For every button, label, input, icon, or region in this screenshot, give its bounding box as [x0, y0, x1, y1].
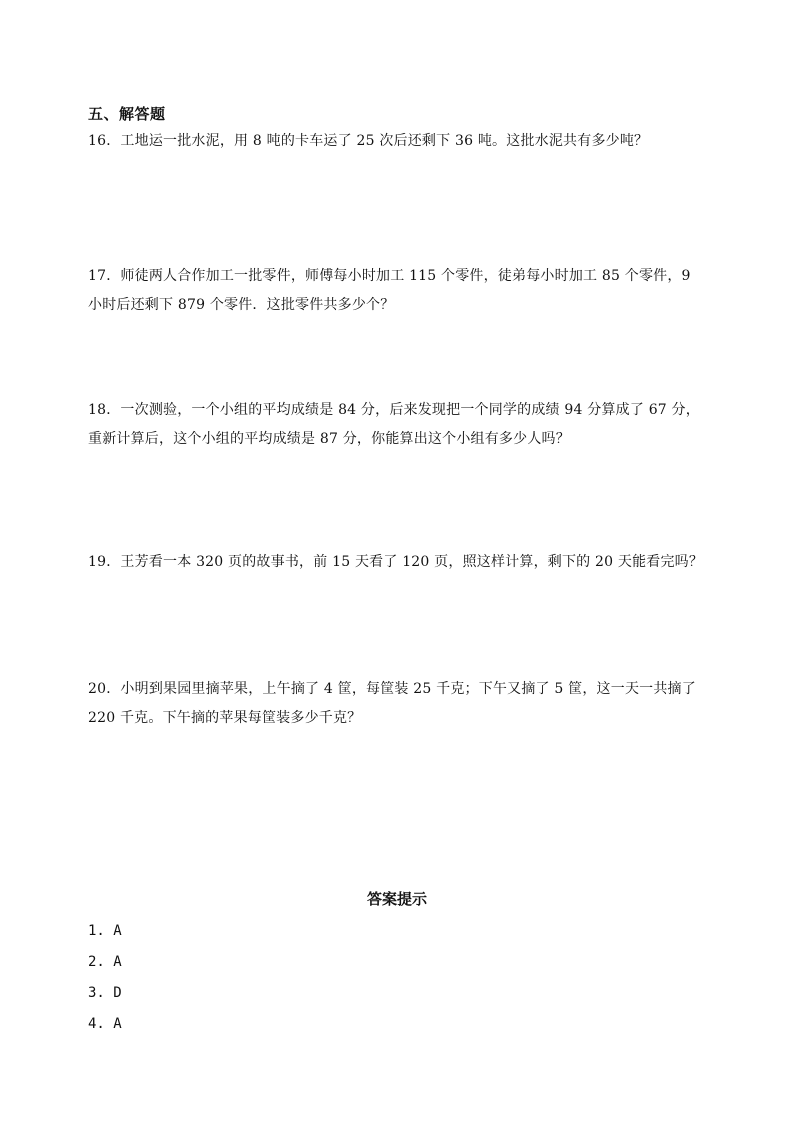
question-19: 19．王芳看一本 320 页的故事书，前 15 天看了 120 页，照这样计算，剩下的 20 天能看完吗？: [88, 554, 704, 570]
answer-item: 4. A: [88, 1016, 122, 1032]
question-20: 20．小明到果园里摘苹果，上午摘了 4 筐，每筐装 25 千克；下午又摘了 5 筐，这一天一共摘了 220 千克。下午摘的苹果每筐装多少千克？: [88, 681, 696, 726]
answer-item: 3. D: [88, 985, 122, 1001]
answers-title: 答案提示: [366, 890, 427, 908]
answer-item: 1. A: [88, 923, 122, 939]
question-18: 18．一次测验，一个小组的平均成绩是 84 分，后来发现把一个同学的成绩 94 分算成了 67 分，重新计算后，这个小组的平均成绩是 87 分，你能算出这个小组有多少人吗？: [88, 402, 700, 447]
question-16: 16．工地运一批水泥，用 8 吨的卡车运了 25 次后还剩下 36 吨。这批水泥共有多少吨？: [88, 133, 649, 149]
question-17: 17．师徒两人合作加工一批零件，师傅每小时加工 115 个零件，徒弟每小时加工 85 个零件，9 小时后还剩下 879 个零件．这批零件共多少个？: [88, 268, 691, 313]
section-title: 五、解答题: [88, 105, 166, 123]
answer-item: 2. A: [88, 954, 122, 970]
